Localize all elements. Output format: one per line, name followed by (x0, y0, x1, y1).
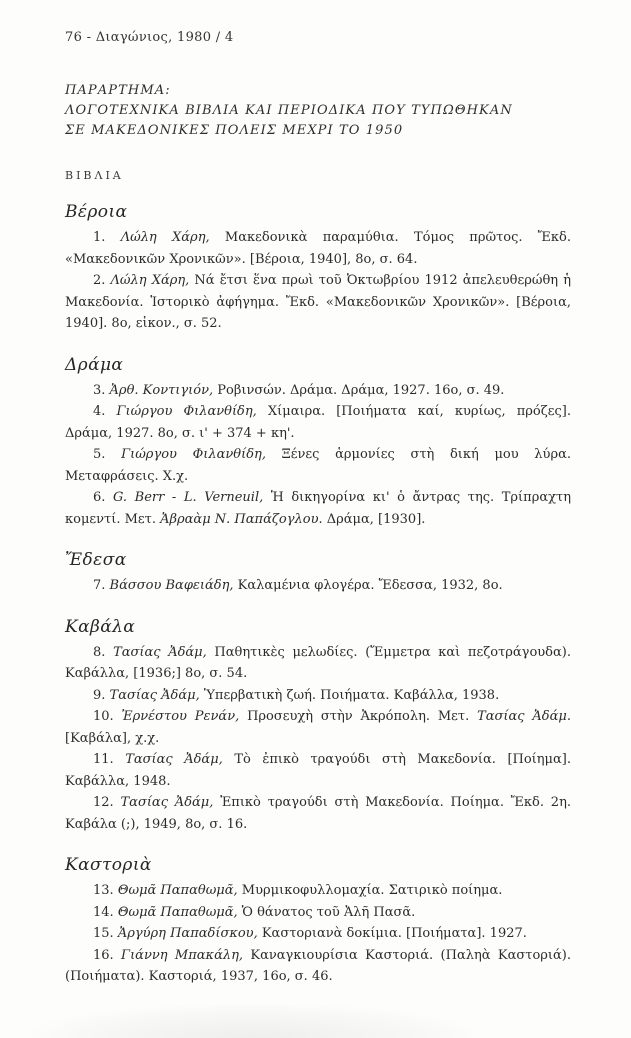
entry-number: 8. (93, 644, 114, 660)
city-heading: Δράμα (65, 354, 124, 375)
entry-author: Τασίας Ἀδάμ (477, 709, 567, 724)
entry-author: G. Berr - L. Verneuil, (113, 490, 264, 505)
appendix-title-line-1: ΠΑΡΑΡΤΗΜΑ: (65, 83, 171, 98)
entry-author: Λώλη Χάρη, (110, 273, 190, 288)
bibliography-entry (65, 487, 571, 530)
entry-text: Ὁ θάνατος τοῦ Ἀλῆ Πασᾶ. (237, 904, 416, 920)
entry-text: Νά ἔτσι ἕνα πρωὶ τοῦ Ὀκτωβρίου 1912 ἀπελευθερώθη ἡ Μακεδονία. Ἱστορικὸ ἀφήγημα. Ἔκδ. «Μακεδονικῶν Χρονικῶν». [Βέροια, 1940]. 8ο, εἰκον., σ. 52. (65, 273, 572, 331)
bibliography-entry (65, 642, 571, 685)
bibliography-entry (65, 227, 571, 270)
city-heading: Βέροια (65, 202, 128, 222)
entry-text: Καλαμένια φλογέρα. Ἔδεσσα, 1932, 8ο. (233, 578, 503, 593)
entry-author: Θωμᾶ Παπαθωμᾶ, (117, 904, 238, 920)
bibliography-entry (65, 945, 571, 988)
entry-number: 5. (93, 447, 122, 462)
entry-number: 14. (93, 904, 118, 920)
entry-number: 16. (93, 947, 122, 963)
bibliography-entry (65, 706, 571, 749)
bibliography-entry (65, 749, 571, 792)
entry-text: Ὑπερβατικὴ ζωή. Ποιήματα. Καβάλλα, 1938. (199, 687, 500, 703)
bibliography-entry (65, 923, 571, 945)
entry-number: 3. (93, 382, 110, 398)
page-curl-shadow (32, 1004, 474, 1038)
entry-number: 10. (93, 709, 122, 724)
entry-number: 1. (93, 230, 121, 245)
entry-text: Χίμαιρα. [Ποιήματα καί, κυρίως, πρόζες]. Δράμα, 1927. 8ο, σ. ι' + 374 + κη'. (65, 404, 571, 441)
city-section (65, 202, 571, 335)
entry-text: Καναγκιουρίσια Καστοριά. (Παληὰ Καστοριά). (Ποιήματα). Καστοριά, 1937, 16ο, σ. 46. (65, 947, 571, 984)
bibliography-entry (65, 575, 571, 597)
entry-author: Τασίας Ἀδάμ, (125, 752, 223, 767)
city-heading: Ἔδεσα (65, 550, 127, 570)
entry-text: Μακεδονικὰ παραμύθια. Τόμος πρῶτος. Ἔκδ. «Μακεδονικῶν Χρονικῶν». [Βέροια, 1940], 8ο, σ. 64. (65, 230, 571, 267)
city-section (65, 355, 571, 531)
entry-number: 13. (93, 883, 118, 898)
entry-number: 9. (93, 687, 110, 703)
books-section-label: ΒΙΒΛΙΑ (65, 169, 124, 182)
entry-number: 15. (93, 926, 118, 941)
entry-author: Γιώργου Φιλανθίδη, (116, 404, 257, 419)
city-section (65, 550, 571, 597)
entry-author: Τασίας Ἀδάμ, (109, 687, 200, 703)
appendix-title-line-3: ΣΕ ΜΑΚΕΔΟΝΙΚΕΣ ΠΟΛΕΙΣ ΜΕΧΡΙ ΤΟ 1950 (65, 123, 404, 138)
bibliography (65, 202, 571, 988)
entry-text: Παθητικὲς μελωδίες. (Ἔμμετρα καὶ πεζοτράγουδα). Καβάλλα, [1936;] 8ο, σ. 54. (65, 644, 571, 681)
entry-number: 7. (93, 578, 110, 593)
entry-author: Θωμᾶ Παπαθωμᾶ, (117, 883, 238, 898)
entry-author: Ἀργύρη Παπαδίσκου, (117, 926, 258, 941)
entry-text: Ἡ δικηγορίνα κι' ὁ ἄντρας της. Τρίπραχτη κομεντί. Μετ. (65, 490, 571, 527)
entry-author: Ἐρνέστου Ρενάν, (121, 709, 240, 724)
entry-text: . [Καβάλα], χ.χ. (65, 709, 572, 746)
bibliography-entry (65, 792, 571, 835)
entry-text: Ροβινσών. Δράμα. Δράμα, 1927. 16ο, σ. 49. (213, 382, 505, 398)
entry-author: Γιώργου Φιλανθίδη, (121, 447, 266, 462)
bibliography-entry (65, 444, 571, 487)
bibliography-entry (65, 880, 571, 902)
bibliography-entry (65, 401, 571, 444)
entry-author: Τασίας Ἀδάμ, (120, 795, 214, 810)
bibliography-entry (65, 685, 571, 707)
bibliography-entry (65, 270, 571, 335)
appendix-title (65, 81, 571, 141)
running-header: 76 - Διαγώνιος, 1980 / 4 (65, 30, 234, 45)
entry-text: Καστοριανὰ δοκίμια. [Ποιήματα]. 1927. (257, 926, 527, 941)
entry-author: Ἀβραὰμ Ν. Παπάζογλου (160, 511, 319, 527)
entry-text: Τὸ ἐπικὸ τραγούδι στὴ Μακεδονία. [Ποίημα]. Καβάλλα, 1948. (65, 752, 571, 789)
bibliography-entry (65, 380, 571, 402)
entry-author: Γιάννη Μπακάλη, (121, 947, 244, 963)
entry-number: 12. (93, 795, 121, 810)
entry-text: Ἐπικὸ τραγούδι στὴ Μακεδονία. Ποίημα. Ἔκδ. 2η. Καβάλα (;), 1949, 8ο, σ. 16. (65, 795, 571, 832)
entry-number: 4. (93, 404, 117, 419)
entry-author: Βάσσου Βαφειάδη, (109, 578, 234, 593)
bibliography-entry (65, 902, 571, 924)
city-heading: Καστοριὰ (65, 855, 152, 875)
entry-text: Μυρμικοφυλλομαχία. Σατιρικὸ ποίημα. (237, 883, 503, 898)
appendix-title-line-2: ΛΟΓΟΤΕΧΝΙΚΑ ΒΙΒΛΙΑ ΚΑΙ ΠΕΡΙΟΔΙΚΑ ΠΟΥ ΤΥΠΩΘΗΚΑΝ (65, 103, 513, 118)
entry-number: 11. (93, 752, 126, 767)
entry-text: Προσευχὴ στὴν Ἀκρόπολη. Μετ. (239, 709, 478, 724)
entry-author: Λώλη Χάρη, (120, 230, 210, 245)
city-heading: Καβάλα (65, 616, 136, 637)
entry-author: Ἀρθ. Κοντιγιόν, (109, 382, 214, 398)
entry-number: 6. (93, 490, 113, 505)
entry-number: 2. (93, 273, 111, 288)
entry-text: . Δράμα, [1930]. (318, 511, 426, 527)
city-section (65, 617, 571, 836)
city-section (65, 855, 571, 988)
entry-author: Τασίας Ἀδάμ, (113, 644, 207, 660)
entry-text: Ξένες ἁρμονίες στὴ δική μου λύρα. Μεταφράσεις. Χ.χ. (65, 447, 572, 484)
